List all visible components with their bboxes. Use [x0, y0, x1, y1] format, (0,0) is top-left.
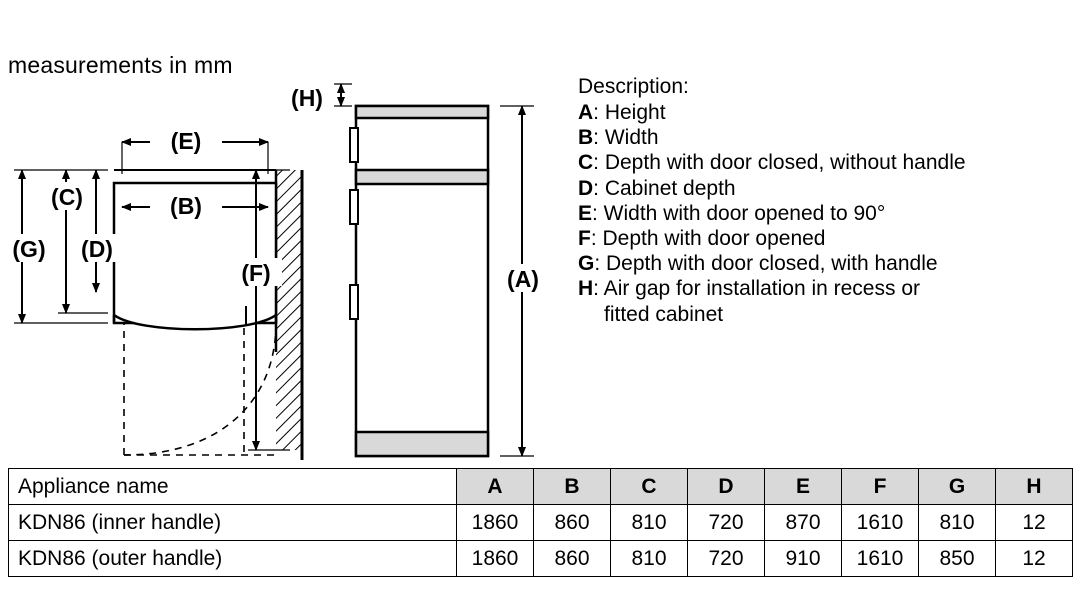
table-header-row — [9, 469, 1073, 505]
table-header-b: B — [534, 469, 611, 505]
table-cell-a: 1860 — [457, 505, 534, 541]
front-view — [280, 83, 550, 456]
table-cell-h: 12 — [996, 541, 1073, 577]
table-cell-c: 810 — [611, 505, 688, 541]
table-header-h: H — [996, 469, 1073, 505]
table-row — [9, 541, 1073, 577]
table-cell-c: 810 — [611, 541, 688, 577]
table-cell-d: 720 — [688, 505, 765, 541]
table-cell-f: 1610 — [842, 505, 919, 541]
table-header-d: D — [688, 469, 765, 505]
table-cell-d: 720 — [688, 541, 765, 577]
description-block — [578, 74, 1070, 327]
table-cell-e: 910 — [765, 541, 842, 577]
top-view — [4, 126, 302, 460]
table-cell-name: KDN86 (inner handle) — [9, 505, 457, 541]
description-title: Description: — [578, 75, 689, 98]
description-text-f: : Depth with door opened — [590, 227, 826, 251]
label-g: (G) — [12, 236, 46, 262]
table-cell-h: 12 — [996, 505, 1073, 541]
table-header-e: E — [765, 469, 842, 505]
description-item-a — [578, 100, 1070, 125]
description-key-e: E — [578, 201, 593, 225]
table-header-a: A — [457, 469, 534, 505]
description-item-g — [578, 251, 1070, 276]
label-e: (E) — [170, 128, 202, 154]
table-cell-b: 860 — [534, 541, 611, 577]
description-key-f: F — [578, 227, 591, 251]
label-a: (A) — [507, 266, 539, 292]
description-item-d — [578, 176, 1070, 201]
table-header-g: G — [919, 469, 996, 505]
specification-table-wrap — [8, 468, 1072, 577]
table-row — [9, 505, 1073, 541]
label-d: (D) — [81, 236, 113, 262]
table-cell-a: 1860 — [457, 541, 534, 577]
label-c: (C) — [51, 184, 83, 210]
table-cell-g: 850 — [919, 541, 996, 577]
table-header-appliance-name: Appliance name — [9, 469, 457, 505]
table-cell-name: KDN86 (outer handle) — [9, 541, 457, 577]
description-text-a: : Height — [593, 101, 666, 124]
table-cell-f: 1610 — [842, 541, 919, 577]
description-item-e — [578, 201, 1070, 226]
description-text-c: : Depth with door closed, without handle — [593, 151, 966, 175]
label-b: (B) — [170, 193, 202, 219]
description-key-g: G — [578, 252, 595, 276]
description-key-a: A — [578, 101, 594, 124]
description-key-h: H — [578, 277, 594, 301]
appliance-dimension-drawing — [0, 70, 560, 460]
label-f: (F) — [241, 260, 271, 286]
table-cell-g: 810 — [919, 505, 996, 541]
description-text-e: : Width with door opened to 90° — [592, 201, 886, 225]
units-label: measurements in mm — [8, 52, 233, 78]
description-item-h-continuation: fitted cabinet — [604, 302, 724, 326]
description-text-h: : Air gap for installation in recess or — [593, 277, 920, 301]
description-text-b: : Width — [593, 126, 659, 150]
description-key-c: C — [578, 151, 594, 175]
table-cell-b: 860 — [534, 505, 611, 541]
description-key-d: D — [578, 176, 594, 200]
description-item-h — [578, 276, 1070, 301]
description-text-d: : Cabinet depth — [593, 176, 736, 200]
table-header-f: F — [842, 469, 919, 505]
description-key-b: B — [578, 126, 594, 150]
description-text-g: : Depth with door closed, with handle — [594, 252, 938, 276]
specification-table — [8, 468, 1073, 577]
table-header-c: C — [611, 469, 688, 505]
description-item-f — [578, 226, 1070, 251]
table-cell-e: 870 — [765, 505, 842, 541]
description-item-c — [578, 150, 1070, 175]
description-item-b — [578, 125, 1070, 150]
label-h: (H) — [291, 85, 323, 111]
